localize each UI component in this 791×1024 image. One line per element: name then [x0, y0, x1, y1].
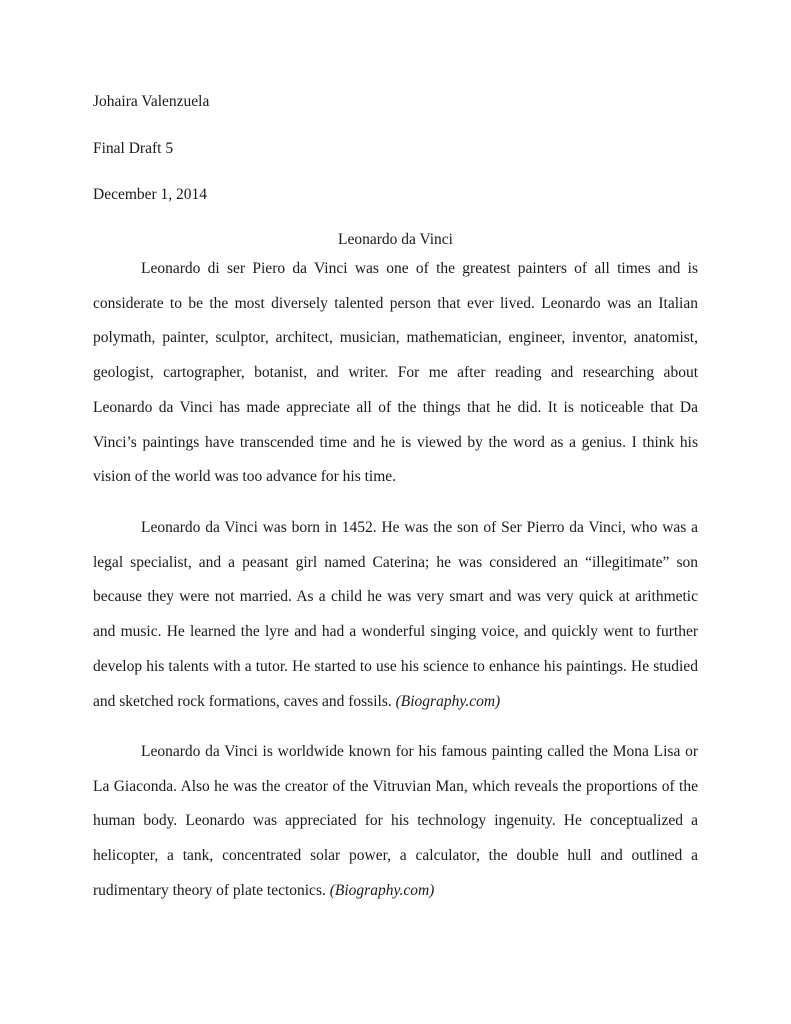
- document-title: Leonardo da Vinci: [338, 231, 453, 248]
- body-paragraph-3: [93, 735, 698, 909]
- body-paragraph-1: [93, 252, 698, 495]
- paragraph-citation: (Biography.com): [395, 692, 501, 710]
- paragraph-text: Leonardo di ser Piero da Vinci was one of the greatest painters of all times and is considerate to be the most diversely talented person that ever lived. Leonardo was an Italian polymath, painter, sculptor, architect, musician, mathematician, engineer, inventor, anatomist, geologist, cartographer, botanist, and writer. For me after reading and researching about Leonardo da Vinci has made appreciate all of the things that he did. It is noticeable that Da Vinci’s paintings have transcended time and he is viewed by the word as a genius. I think his vision of the world was too advance for his time.: [93, 260, 698, 486]
- body-paragraph-2: [93, 511, 698, 719]
- paragraph-text: Leonardo da Vinci was born in 1452. He was the son of Ser Pierro da Vinci, who was a legal specialist, and a peasant girl named Caterina; he was considered an “illegitimate” son because they were not married. As a child he was very smart and was very quick at arithmetic and music. He learned the lyre and had a wonderful singing voice, and quickly went to further develop his talents with a tutor. He started to use his science to enhance his paintings. He studied and sketched rock formations, caves and fossils.: [93, 519, 698, 710]
- document-date: December 1, 2014: [93, 186, 208, 203]
- author-name: Johaira Valenzuela: [93, 93, 210, 110]
- draft-label: Final Draft 5: [93, 140, 174, 157]
- paragraph-citation: (Biography.com): [329, 881, 435, 899]
- paragraph-text: Leonardo da Vinci is worldwide known for his famous painting called the Mona Lisa or La Giaconda. Also he was the creator of the Vitruvian Man, which reveals the proportions of the human body. Leonardo was appreciated for his technology ingenuity. He conceptualized a helicopter, a tank, concentrated solar power, a calculator, the double hull and outlined a rudimentary theory of plate tectonics.: [93, 743, 698, 899]
